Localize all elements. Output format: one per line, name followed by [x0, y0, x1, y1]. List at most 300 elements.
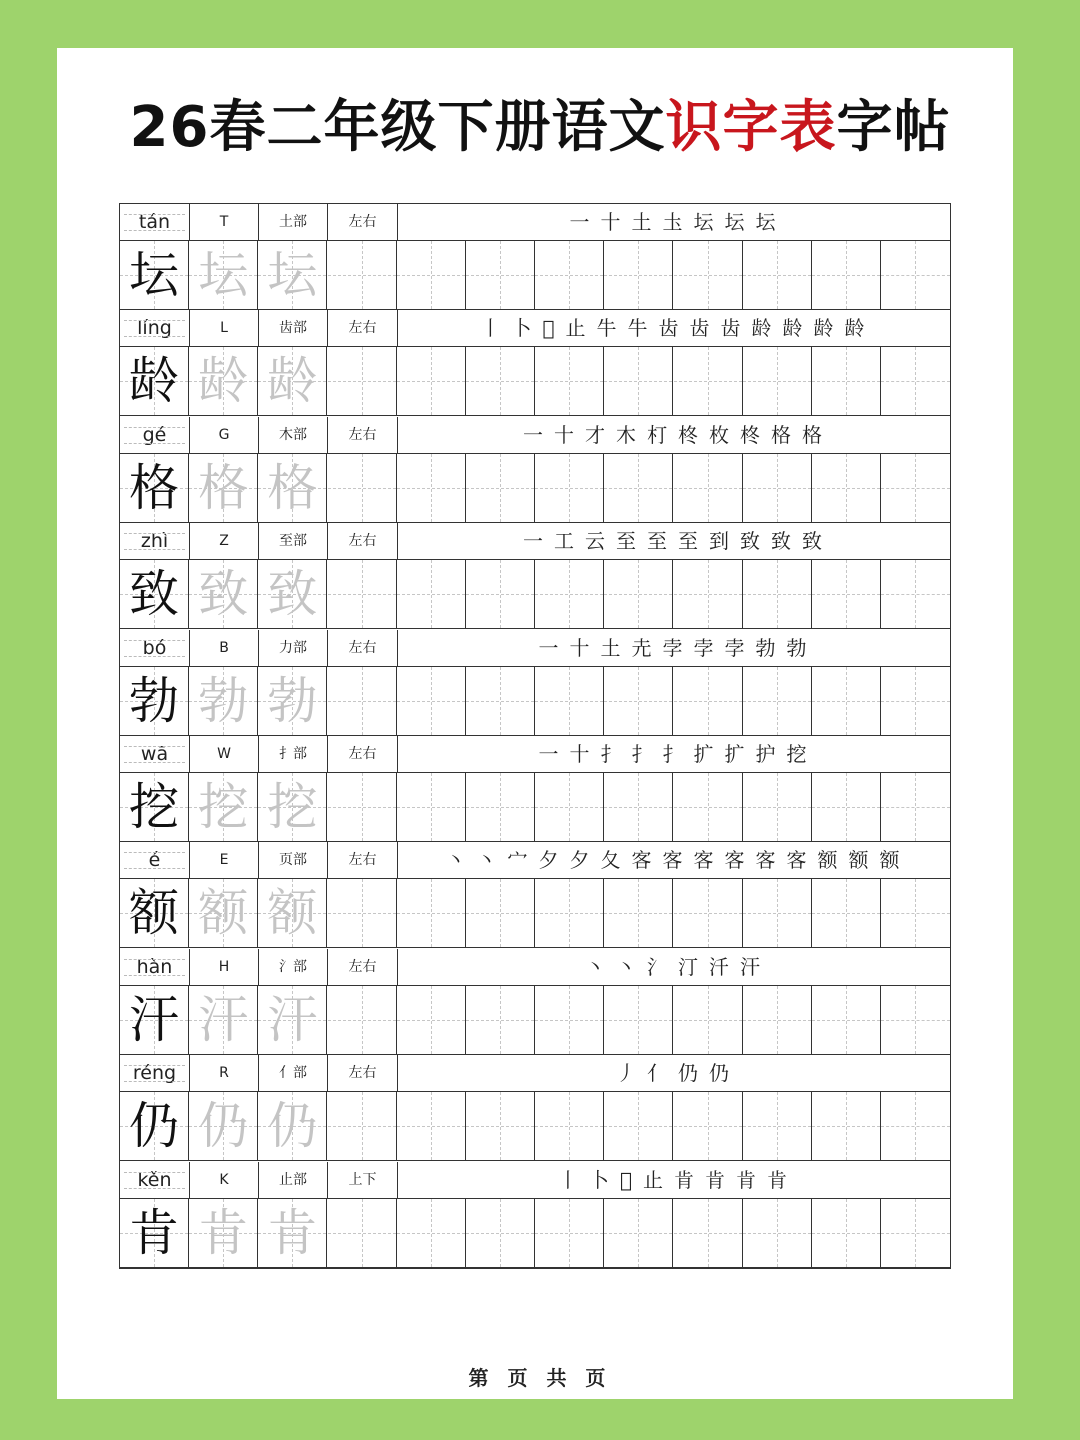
stroke-step: 圥 — [631, 635, 654, 660]
initial-letter-cell: L — [190, 310, 259, 346]
stroke-step: 护 — [755, 742, 778, 766]
character-block — [120, 949, 950, 1055]
stroke-step: 一 — [538, 635, 561, 660]
practice-box[interactable] — [397, 879, 466, 947]
practice-box[interactable] — [535, 241, 604, 309]
practice-box[interactable] — [604, 986, 673, 1054]
practice-box[interactable] — [397, 560, 466, 628]
practice-box[interactable] — [812, 1092, 881, 1160]
stroke-step: 𠀆 — [542, 316, 557, 341]
practice-box[interactable] — [535, 1199, 604, 1267]
character-block — [120, 523, 950, 629]
trace-character: 仍 — [267, 1097, 318, 1156]
practice-box[interactable] — [604, 879, 673, 947]
practice-box[interactable] — [397, 347, 466, 415]
trace-character-box — [258, 1199, 327, 1267]
practice-box[interactable] — [881, 347, 950, 415]
stroke-step: 土 — [631, 210, 654, 234]
character-block — [120, 204, 950, 310]
trace-character: 龄 — [198, 352, 249, 411]
practice-box[interactable] — [397, 773, 466, 841]
stroke-step: 一 — [523, 422, 545, 447]
pinyin-cell: réng — [120, 1055, 190, 1091]
structure-cell: 左右 — [328, 736, 398, 772]
practice-box[interactable] — [466, 241, 535, 309]
trace-character-box — [258, 986, 327, 1054]
practice-box[interactable] — [397, 1092, 466, 1160]
practice-box[interactable] — [466, 986, 535, 1054]
practice-box[interactable] — [535, 454, 604, 522]
practice-box[interactable] — [397, 986, 466, 1054]
stroke-step: 扌 — [662, 742, 685, 766]
trace-character-box — [189, 347, 258, 415]
character-info-row — [120, 310, 950, 347]
stroke-step: 𠀆 — [619, 1167, 634, 1192]
model-character: 格 — [129, 458, 179, 517]
stroke-step: 丶 — [585, 954, 607, 979]
practice-box[interactable] — [466, 773, 535, 841]
stroke-step: 汘 — [709, 954, 731, 979]
stroke-step: 枚 — [709, 422, 731, 447]
pinyin-cell: tán — [120, 204, 190, 240]
practice-box[interactable] — [397, 1199, 466, 1267]
trace-character: 汗 — [198, 990, 249, 1049]
practice-box[interactable] — [328, 347, 397, 415]
stroke-step: 云 — [585, 529, 607, 554]
pinyin-cell: kěn — [120, 1162, 190, 1198]
stroke-step: 卜 — [511, 316, 534, 341]
stroke-order-cell — [398, 523, 950, 559]
radical-cell: 亻部 — [259, 1055, 328, 1091]
radical-cell: 氵部 — [259, 949, 328, 985]
stroke-step: 额 — [817, 848, 840, 873]
stroke-step: 龄 — [844, 316, 867, 341]
stroke-step: 齿 — [720, 316, 743, 341]
practice-box[interactable] — [604, 773, 673, 841]
character-block — [120, 842, 950, 948]
stroke-order-cell — [398, 949, 950, 985]
model-character-box — [120, 667, 189, 735]
practice-box[interactable] — [466, 454, 535, 522]
practice-box[interactable] — [397, 667, 466, 735]
stroke-step: 夕 — [538, 848, 561, 873]
trace-character-box — [258, 773, 327, 841]
practice-box[interactable] — [743, 879, 812, 947]
writing-grid-row — [120, 560, 950, 629]
stroke-step: 孛 — [724, 635, 747, 660]
practice-box[interactable] — [604, 560, 673, 628]
stroke-step: 汗 — [740, 954, 762, 979]
practice-box[interactable] — [743, 1199, 812, 1267]
title-tail-part: 字帖 — [836, 95, 951, 160]
practice-box[interactable] — [812, 667, 881, 735]
practice-box[interactable] — [812, 560, 881, 628]
practice-box[interactable] — [535, 347, 604, 415]
practice-box[interactable] — [812, 347, 881, 415]
practice-box[interactable] — [604, 667, 673, 735]
radical-cell: 力部 — [259, 630, 328, 666]
stroke-step: 龄 — [751, 316, 774, 341]
stroke-step: 额 — [848, 848, 871, 873]
writing-grid-row — [120, 667, 950, 736]
stroke-step: 十 — [569, 742, 592, 766]
practice-box[interactable] — [535, 986, 604, 1054]
practice-box[interactable] — [881, 879, 950, 947]
practice-box[interactable] — [466, 560, 535, 628]
model-character-box — [120, 879, 189, 947]
stroke-step: 圡 — [662, 210, 685, 234]
trace-character: 勃 — [198, 671, 249, 730]
trace-character: 仍 — [198, 1097, 249, 1156]
stroke-step: 肯 — [705, 1167, 727, 1192]
model-character: 肯 — [129, 1203, 179, 1262]
stroke-order-cell — [398, 630, 950, 666]
copybook-grid — [119, 203, 951, 1269]
character-info-row — [120, 1055, 950, 1092]
stroke-order-cell — [398, 1162, 950, 1198]
stroke-step: 一 — [538, 742, 561, 766]
pinyin-cell: zhì — [120, 523, 190, 559]
trace-character: 致 — [198, 565, 249, 624]
trace-character: 额 — [267, 884, 318, 943]
practice-box[interactable] — [743, 986, 812, 1054]
practice-box[interactable] — [674, 667, 743, 735]
practice-box[interactable] — [743, 560, 812, 628]
trace-character-box — [189, 879, 258, 947]
practice-box[interactable] — [812, 879, 881, 947]
stroke-step: 宀 — [507, 848, 530, 873]
practice-box[interactable] — [328, 1199, 397, 1267]
radical-cell: 扌部 — [259, 736, 328, 772]
radical-cell: 齿部 — [259, 310, 328, 346]
practice-box[interactable] — [674, 454, 743, 522]
model-character-box — [120, 773, 189, 841]
stroke-step: 丶 — [476, 848, 499, 873]
initial-letter-cell: B — [190, 630, 259, 666]
trace-character-box — [189, 241, 258, 309]
stroke-step: 扌 — [600, 742, 623, 766]
initial-letter-cell: W — [190, 736, 259, 772]
practice-box[interactable] — [604, 1092, 673, 1160]
structure-cell: 左右 — [328, 417, 398, 453]
stroke-step: 扩 — [724, 742, 747, 766]
trace-character-box — [189, 1199, 258, 1267]
stroke-step: 肯 — [736, 1167, 758, 1192]
practice-box[interactable] — [881, 773, 950, 841]
stroke-step: 十 — [554, 422, 576, 447]
character-info-row — [120, 204, 950, 241]
model-character: 坛 — [129, 246, 179, 304]
stroke-step: 格 — [771, 422, 793, 447]
stroke-step: 勃 — [755, 635, 778, 660]
stroke-step: 客 — [786, 848, 809, 873]
practice-box[interactable] — [674, 986, 743, 1054]
model-character-box — [120, 347, 189, 415]
pinyin-cell: gé — [120, 417, 190, 453]
structure-cell: 左右 — [328, 842, 398, 878]
trace-character-box — [258, 879, 327, 947]
initial-letter-cell: G — [190, 417, 259, 453]
practice-box[interactable] — [881, 241, 950, 309]
trace-character: 坛 — [198, 246, 249, 304]
radical-cell: 页部 — [259, 842, 328, 878]
practice-box[interactable] — [466, 667, 535, 735]
practice-box[interactable] — [466, 879, 535, 947]
practice-box[interactable] — [881, 560, 950, 628]
structure-cell: 左右 — [328, 523, 398, 559]
model-character: 龄 — [129, 352, 179, 411]
practice-box[interactable] — [881, 454, 950, 522]
practice-box[interactable] — [674, 560, 743, 628]
character-info-row — [120, 417, 950, 454]
stroke-step: 土 — [600, 635, 623, 660]
practice-box[interactable] — [674, 1199, 743, 1267]
stroke-step: 致 — [802, 529, 824, 554]
practice-box[interactable] — [743, 241, 812, 309]
stroke-step: 才 — [585, 422, 607, 447]
practice-box[interactable] — [812, 1199, 881, 1267]
practice-box[interactable] — [881, 1092, 950, 1160]
practice-box[interactable] — [881, 667, 950, 735]
stroke-step: 客 — [631, 848, 654, 873]
stroke-step: 孛 — [693, 635, 716, 660]
practice-box[interactable] — [535, 560, 604, 628]
practice-box[interactable] — [743, 773, 812, 841]
stroke-step: 牛 — [596, 316, 619, 341]
practice-box[interactable] — [397, 241, 466, 309]
model-character-box — [120, 241, 189, 309]
stroke-step: 牛 — [627, 316, 650, 341]
writing-grid-row — [120, 347, 950, 416]
character-info-row — [120, 842, 950, 879]
practice-box[interactable] — [328, 667, 397, 735]
stroke-step: 卜 — [588, 1167, 611, 1192]
pinyin-cell: bó — [120, 630, 190, 666]
structure-cell: 左右 — [328, 630, 398, 666]
practice-box[interactable] — [466, 1199, 535, 1267]
pinyin-cell: é — [120, 842, 190, 878]
model-character: 额 — [129, 884, 179, 943]
radical-cell: 木部 — [259, 417, 328, 453]
model-character-box — [120, 1092, 189, 1160]
practice-box[interactable] — [881, 986, 950, 1054]
stroke-step: 致 — [740, 529, 762, 554]
model-character-box — [120, 560, 189, 628]
trace-character-box — [189, 986, 258, 1054]
stroke-step: 格 — [802, 422, 824, 447]
pinyin-cell: hàn — [120, 949, 190, 985]
structure-cell: 左右 — [328, 310, 398, 346]
stroke-step: 肯 — [674, 1167, 696, 1192]
trace-character: 肯 — [198, 1203, 249, 1262]
character-info-row — [120, 630, 950, 667]
title-red-part: 识字表 — [665, 95, 837, 160]
practice-box[interactable] — [812, 986, 881, 1054]
trace-character: 龄 — [267, 352, 318, 411]
stroke-step: 丿 — [616, 1061, 638, 1086]
practice-box[interactable] — [674, 879, 743, 947]
stroke-step: 孛 — [662, 635, 685, 660]
practice-box[interactable] — [674, 773, 743, 841]
practice-box[interactable] — [743, 667, 812, 735]
practice-box[interactable] — [328, 879, 397, 947]
trace-character-box — [189, 1092, 258, 1160]
stroke-step: 坛 — [724, 210, 747, 234]
practice-box[interactable] — [812, 773, 881, 841]
stroke-step: 朾 — [647, 422, 669, 447]
practice-box[interactable] — [535, 879, 604, 947]
trace-character-box — [189, 667, 258, 735]
writing-grid-row — [120, 773, 950, 842]
character-block — [120, 417, 950, 523]
practice-box[interactable] — [674, 347, 743, 415]
practice-box[interactable] — [604, 1199, 673, 1267]
radical-cell: 土部 — [259, 204, 328, 240]
practice-box[interactable] — [535, 1092, 604, 1160]
initial-letter-cell: K — [190, 1162, 259, 1198]
practice-box[interactable] — [466, 347, 535, 415]
stroke-step: 氵 — [647, 954, 669, 979]
stroke-step: 仍 — [709, 1061, 731, 1086]
model-character-box — [120, 454, 189, 522]
trace-character: 格 — [198, 458, 249, 517]
stroke-step: 勃 — [786, 635, 809, 660]
practice-box[interactable] — [535, 667, 604, 735]
initial-letter-cell: H — [190, 949, 259, 985]
stroke-step: 肯 — [767, 1167, 789, 1192]
model-character-box — [120, 986, 189, 1054]
stroke-step: 至 — [616, 529, 638, 554]
practice-box[interactable] — [812, 454, 881, 522]
practice-box[interactable] — [674, 1092, 743, 1160]
structure-cell: 左右 — [328, 949, 398, 985]
trace-character-box — [189, 773, 258, 841]
stroke-step: 工 — [554, 529, 576, 554]
stroke-step: 齿 — [658, 316, 681, 341]
stroke-step: 客 — [724, 848, 747, 873]
character-block — [120, 1055, 950, 1161]
trace-character-box — [258, 454, 327, 522]
practice-box[interactable] — [328, 241, 397, 309]
model-character-box — [120, 1199, 189, 1267]
trace-character-box — [258, 241, 327, 309]
stroke-step: 丨 — [557, 1167, 580, 1192]
stroke-step: 额 — [879, 848, 902, 873]
stroke-order-cell — [398, 417, 950, 453]
practice-box[interactable] — [604, 347, 673, 415]
stroke-step: 丨 — [480, 316, 503, 341]
practice-box[interactable] — [743, 347, 812, 415]
radical-cell: 止部 — [259, 1162, 328, 1198]
trace-character-box — [189, 454, 258, 522]
stroke-step: 至 — [647, 529, 669, 554]
model-character: 勃 — [129, 671, 179, 730]
trace-character: 挖 — [198, 778, 249, 836]
character-info-row — [120, 949, 950, 986]
trace-character-box — [258, 560, 327, 628]
stroke-order-cell — [398, 310, 950, 346]
trace-character: 挖 — [267, 778, 318, 836]
practice-box[interactable] — [881, 1199, 950, 1267]
stroke-order-cell — [398, 736, 950, 772]
model-character: 汗 — [129, 990, 179, 1049]
practice-box[interactable] — [743, 1092, 812, 1160]
trace-character-box — [258, 347, 327, 415]
character-block — [120, 310, 950, 416]
practice-box[interactable] — [328, 1092, 397, 1160]
trace-character: 格 — [267, 458, 318, 517]
practice-box[interactable] — [535, 773, 604, 841]
practice-box[interactable] — [604, 241, 673, 309]
stroke-order-cell — [398, 1055, 950, 1091]
structure-cell: 上下 — [328, 1162, 398, 1198]
stroke-step: 木 — [616, 422, 638, 447]
writing-grid-row — [120, 986, 950, 1055]
practice-box[interactable] — [397, 454, 466, 522]
stroke-step: 一 — [569, 210, 592, 234]
practice-box[interactable] — [604, 454, 673, 522]
stroke-step: 至 — [678, 529, 700, 554]
stroke-step: 丶 — [616, 954, 638, 979]
pinyin-cell: líng — [120, 310, 190, 346]
practice-box[interactable] — [328, 560, 397, 628]
stroke-step: 致 — [771, 529, 793, 554]
practice-box[interactable] — [466, 1092, 535, 1160]
trace-character: 额 — [198, 884, 249, 943]
trace-character: 肯 — [267, 1203, 318, 1262]
writing-grid-row — [120, 241, 950, 310]
stroke-step: 坛 — [755, 210, 778, 234]
trace-character: 勃 — [267, 671, 318, 730]
page-footer: 第 页 共 页 — [468, 1366, 612, 1390]
practice-box[interactable] — [743, 454, 812, 522]
stroke-step: 十 — [600, 210, 623, 234]
model-character: 仍 — [129, 1097, 179, 1156]
writing-grid-row — [120, 879, 950, 948]
trace-character: 汗 — [267, 990, 318, 1049]
stroke-step: 齿 — [689, 316, 712, 341]
stroke-step: 挖 — [786, 742, 809, 766]
stroke-step: 到 — [709, 529, 731, 554]
stroke-step: 十 — [569, 635, 592, 660]
character-info-row — [120, 523, 950, 560]
practice-box[interactable] — [328, 454, 397, 522]
stroke-step: 一 — [523, 529, 545, 554]
practice-box[interactable] — [674, 241, 743, 309]
character-block — [120, 1162, 950, 1268]
practice-box[interactable] — [328, 773, 397, 841]
stroke-step: 客 — [662, 848, 685, 873]
trace-character-box — [258, 667, 327, 735]
character-info-row — [120, 736, 950, 773]
stroke-step: 亻 — [647, 1061, 669, 1086]
writing-grid-row — [120, 454, 950, 523]
model-character: 挖 — [129, 778, 179, 836]
page-title — [0, 88, 1080, 168]
structure-cell: 左右 — [328, 204, 398, 240]
stroke-step: 坛 — [693, 210, 716, 234]
trace-character: 坛 — [267, 246, 318, 304]
practice-box[interactable] — [328, 986, 397, 1054]
stroke-step: 夕 — [569, 848, 592, 873]
trace-character-box — [189, 560, 258, 628]
initial-letter-cell: Z — [190, 523, 259, 559]
trace-character-box — [258, 1092, 327, 1160]
initial-letter-cell: E — [190, 842, 259, 878]
stroke-step: 汀 — [678, 954, 700, 979]
model-character: 致 — [129, 565, 179, 624]
practice-box[interactable] — [812, 241, 881, 309]
